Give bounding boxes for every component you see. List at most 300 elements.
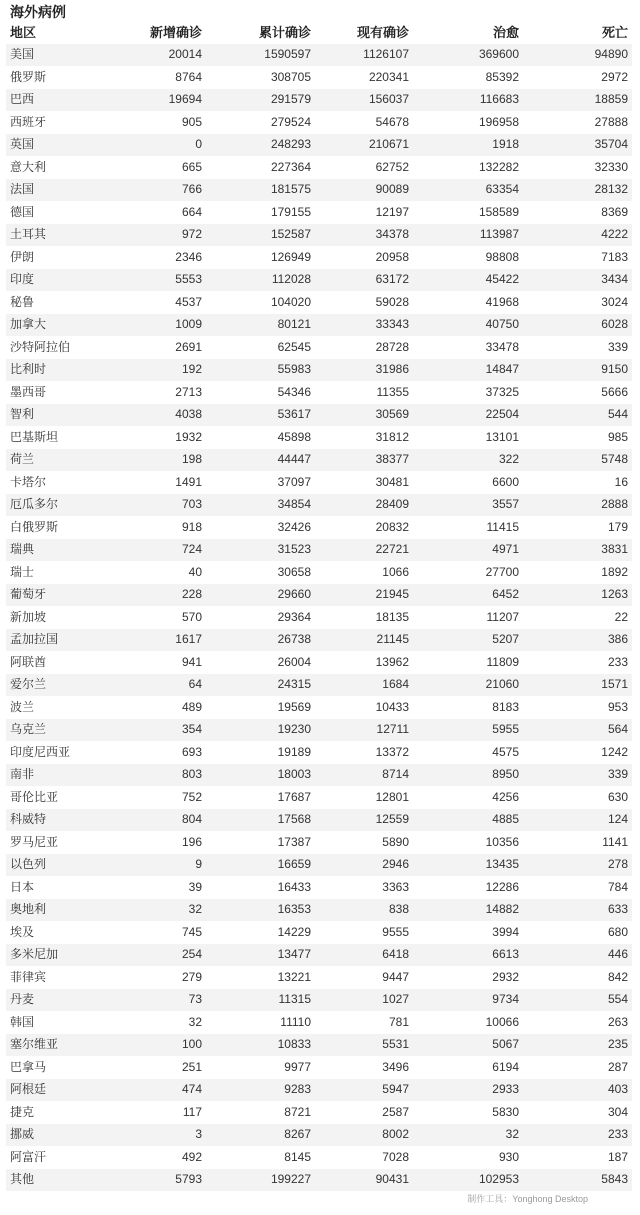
new-cases-cell: 198 — [106, 449, 206, 472]
total-cases-cell: 181575 — [206, 179, 315, 202]
deaths-cell: 16 — [523, 471, 632, 494]
column-header-deaths: 死亡 — [601, 25, 628, 40]
deaths-cell: 28132 — [523, 179, 632, 202]
table-row — [6, 156, 632, 179]
total-cases-cell: 30658 — [206, 561, 315, 584]
active-cases-cell: 2946 — [315, 854, 413, 877]
recovered-cell: 63354 — [413, 179, 523, 202]
recovered-cell: 6452 — [413, 584, 523, 607]
table-row — [6, 1124, 632, 1147]
recovered-cell: 22504 — [413, 404, 523, 427]
recovered-cell: 930 — [413, 1146, 523, 1169]
region-cell: 西班牙 — [6, 111, 106, 134]
recovered-cell: 322 — [413, 449, 523, 472]
recovered-cell: 8183 — [413, 696, 523, 719]
active-cases-cell: 1684 — [315, 674, 413, 697]
new-cases-cell: 972 — [106, 224, 206, 247]
active-cases-cell: 31986 — [315, 359, 413, 382]
new-cases-cell: 73 — [106, 989, 206, 1012]
active-cases-cell: 12559 — [315, 809, 413, 832]
recovered-cell: 41968 — [413, 291, 523, 314]
recovered-cell: 85392 — [413, 66, 523, 89]
region-cell: 巴西 — [6, 89, 106, 112]
region-cell: 伊朗 — [6, 246, 106, 269]
table-row — [6, 516, 632, 539]
table-row — [6, 111, 632, 134]
table-row — [6, 809, 632, 832]
recovered-cell: 37325 — [413, 381, 523, 404]
table-row — [6, 1034, 632, 1057]
new-cases-cell: 703 — [106, 494, 206, 517]
deaths-cell: 5748 — [523, 449, 632, 472]
region-cell: 印度 — [6, 269, 106, 292]
new-cases-cell: 0 — [106, 134, 206, 157]
region-cell: 丹麦 — [6, 989, 106, 1012]
deaths-cell: 3024 — [523, 291, 632, 314]
column-header-total-cases: 累计确诊 — [258, 25, 311, 40]
total-cases-cell: 11315 — [206, 989, 315, 1012]
deaths-cell: 985 — [523, 426, 632, 449]
total-cases-cell: 26004 — [206, 651, 315, 674]
region-cell: 美国 — [6, 44, 106, 66]
recovered-cell: 3557 — [413, 494, 523, 517]
new-cases-cell: 251 — [106, 1056, 206, 1079]
new-cases-cell: 4537 — [106, 291, 206, 314]
region-cell: 挪威 — [6, 1124, 106, 1147]
total-cases-cell: 9283 — [206, 1079, 315, 1102]
new-cases-cell: 19694 — [106, 89, 206, 112]
table-row — [6, 831, 632, 854]
deaths-cell: 7183 — [523, 246, 632, 269]
deaths-cell: 22 — [523, 606, 632, 629]
total-cases-cell: 18003 — [206, 764, 315, 787]
deaths-cell: 633 — [523, 899, 632, 922]
column-header-region: 地区 — [10, 25, 37, 40]
active-cases-cell: 34378 — [315, 224, 413, 247]
active-cases-cell: 54678 — [315, 111, 413, 134]
region-cell: 塞尔维亚 — [6, 1034, 106, 1057]
deaths-cell: 235 — [523, 1034, 632, 1057]
region-cell: 意大利 — [6, 156, 106, 179]
new-cases-cell: 492 — [106, 1146, 206, 1169]
recovered-cell: 196958 — [413, 111, 523, 134]
deaths-cell: 304 — [523, 1101, 632, 1124]
deaths-cell: 6028 — [523, 314, 632, 337]
column-header-new-cases: 新增确诊 — [149, 25, 202, 40]
table-row — [6, 269, 632, 292]
active-cases-cell: 13372 — [315, 741, 413, 764]
deaths-cell: 1571 — [523, 674, 632, 697]
active-cases-cell: 63172 — [315, 269, 413, 292]
new-cases-cell: 4038 — [106, 404, 206, 427]
table-row — [6, 1079, 632, 1102]
region-cell: 沙特阿拉伯 — [6, 336, 106, 359]
recovered-cell: 3994 — [413, 921, 523, 944]
table-row — [6, 494, 632, 517]
recovered-cell: 40750 — [413, 314, 523, 337]
deaths-cell: 446 — [523, 944, 632, 967]
active-cases-cell: 1066 — [315, 561, 413, 584]
active-cases-cell: 30569 — [315, 404, 413, 427]
active-cases-cell: 90431 — [315, 1169, 413, 1192]
column-header-active-cases: 现有确诊 — [356, 25, 409, 40]
recovered-cell: 10066 — [413, 1011, 523, 1034]
active-cases-cell: 28409 — [315, 494, 413, 517]
total-cases-cell: 45898 — [206, 426, 315, 449]
region-cell: 奥地利 — [6, 899, 106, 922]
table-row — [6, 381, 632, 404]
total-cases-cell: 126949 — [206, 246, 315, 269]
active-cases-cell: 8002 — [315, 1124, 413, 1147]
new-cases-cell: 664 — [106, 201, 206, 224]
deaths-cell: 187 — [523, 1146, 632, 1169]
deaths-cell: 1263 — [523, 584, 632, 607]
deaths-cell: 5843 — [523, 1169, 632, 1192]
table-row — [6, 246, 632, 269]
table-row — [6, 426, 632, 449]
active-cases-cell: 21945 — [315, 584, 413, 607]
new-cases-cell: 693 — [106, 741, 206, 764]
table-row — [6, 134, 632, 157]
new-cases-cell: 2346 — [106, 246, 206, 269]
active-cases-cell: 22721 — [315, 539, 413, 562]
table-row — [6, 921, 632, 944]
total-cases-cell: 55983 — [206, 359, 315, 382]
new-cases-cell: 803 — [106, 764, 206, 787]
region-cell: 科威特 — [6, 809, 106, 832]
deaths-cell: 124 — [523, 809, 632, 832]
table-row — [6, 651, 632, 674]
active-cases-cell: 10433 — [315, 696, 413, 719]
active-cases-cell: 11355 — [315, 381, 413, 404]
new-cases-cell: 2713 — [106, 381, 206, 404]
active-cases-cell: 28728 — [315, 336, 413, 359]
new-cases-cell: 279 — [106, 966, 206, 989]
recovered-cell: 5830 — [413, 1101, 523, 1124]
deaths-cell: 339 — [523, 336, 632, 359]
total-cases-cell: 37097 — [206, 471, 315, 494]
active-cases-cell: 5890 — [315, 831, 413, 854]
total-cases-cell: 29364 — [206, 606, 315, 629]
active-cases-cell: 2587 — [315, 1101, 413, 1124]
table-body — [6, 44, 632, 1191]
new-cases-cell: 2691 — [106, 336, 206, 359]
deaths-cell: 179 — [523, 516, 632, 539]
total-cases-cell: 24315 — [206, 674, 315, 697]
region-cell: 葡萄牙 — [6, 584, 106, 607]
new-cases-cell: 8764 — [106, 66, 206, 89]
deaths-cell: 9150 — [523, 359, 632, 382]
recovered-cell: 4256 — [413, 786, 523, 809]
recovered-cell: 11415 — [413, 516, 523, 539]
new-cases-cell: 254 — [106, 944, 206, 967]
new-cases-cell: 40 — [106, 561, 206, 584]
region-cell: 印度尼西亚 — [6, 741, 106, 764]
new-cases-cell: 474 — [106, 1079, 206, 1102]
recovered-cell: 5955 — [413, 719, 523, 742]
active-cases-cell: 90089 — [315, 179, 413, 202]
recovered-cell: 116683 — [413, 89, 523, 112]
recovered-cell: 8950 — [413, 764, 523, 787]
total-cases-cell: 104020 — [206, 291, 315, 314]
active-cases-cell: 30481 — [315, 471, 413, 494]
table-row — [6, 1011, 632, 1034]
new-cases-cell: 1491 — [106, 471, 206, 494]
recovered-cell: 13435 — [413, 854, 523, 877]
active-cases-cell: 9555 — [315, 921, 413, 944]
table-row — [6, 1146, 632, 1169]
deaths-cell: 842 — [523, 966, 632, 989]
total-cases-cell: 8721 — [206, 1101, 315, 1124]
recovered-cell: 21060 — [413, 674, 523, 697]
footer-credit: 制作工具：Yonghong Desktop — [467, 1194, 588, 1204]
recovered-cell: 13101 — [413, 426, 523, 449]
total-cases-cell: 53617 — [206, 404, 315, 427]
table-row — [6, 899, 632, 922]
active-cases-cell: 6418 — [315, 944, 413, 967]
region-cell: 加拿大 — [6, 314, 106, 337]
region-cell: 阿联酋 — [6, 651, 106, 674]
active-cases-cell: 8714 — [315, 764, 413, 787]
total-cases-cell: 26738 — [206, 629, 315, 652]
recovered-cell: 4885 — [413, 809, 523, 832]
region-cell: 墨西哥 — [6, 381, 106, 404]
new-cases-cell: 724 — [106, 539, 206, 562]
recovered-cell: 45422 — [413, 269, 523, 292]
table-row — [6, 1056, 632, 1079]
recovered-cell: 1918 — [413, 134, 523, 157]
new-cases-cell: 570 — [106, 606, 206, 629]
new-cases-cell: 39 — [106, 876, 206, 899]
region-cell: 阿根廷 — [6, 1079, 106, 1102]
region-cell: 新加坡 — [6, 606, 106, 629]
deaths-cell: 1242 — [523, 741, 632, 764]
header-row — [6, 22, 632, 44]
table-header — [6, 22, 632, 44]
active-cases-cell: 3363 — [315, 876, 413, 899]
table-row — [6, 606, 632, 629]
active-cases-cell: 13962 — [315, 651, 413, 674]
active-cases-cell: 21145 — [315, 629, 413, 652]
deaths-cell: 544 — [523, 404, 632, 427]
new-cases-cell: 32 — [106, 1011, 206, 1034]
total-cases-cell: 8267 — [206, 1124, 315, 1147]
region-cell: 瑞士 — [6, 561, 106, 584]
total-cases-cell: 291579 — [206, 89, 315, 112]
new-cases-cell: 196 — [106, 831, 206, 854]
recovered-cell: 6613 — [413, 944, 523, 967]
total-cases-cell: 227364 — [206, 156, 315, 179]
active-cases-cell: 20958 — [315, 246, 413, 269]
recovered-cell: 5207 — [413, 629, 523, 652]
new-cases-cell: 1009 — [106, 314, 206, 337]
new-cases-cell: 1932 — [106, 426, 206, 449]
deaths-cell: 278 — [523, 854, 632, 877]
active-cases-cell: 1027 — [315, 989, 413, 1012]
total-cases-cell: 11110 — [206, 1011, 315, 1034]
new-cases-cell: 804 — [106, 809, 206, 832]
table-row — [6, 944, 632, 967]
total-cases-cell: 13477 — [206, 944, 315, 967]
new-cases-cell: 1617 — [106, 629, 206, 652]
active-cases-cell: 12197 — [315, 201, 413, 224]
recovered-cell: 4575 — [413, 741, 523, 764]
active-cases-cell: 12801 — [315, 786, 413, 809]
deaths-cell: 8369 — [523, 201, 632, 224]
deaths-cell: 233 — [523, 651, 632, 674]
recovered-cell: 10356 — [413, 831, 523, 854]
total-cases-cell: 32426 — [206, 516, 315, 539]
active-cases-cell: 18135 — [315, 606, 413, 629]
deaths-cell: 1892 — [523, 561, 632, 584]
region-cell: 南非 — [6, 764, 106, 787]
new-cases-cell: 354 — [106, 719, 206, 742]
deaths-cell: 403 — [523, 1079, 632, 1102]
region-cell: 孟加拉国 — [6, 629, 106, 652]
recovered-cell: 4971 — [413, 539, 523, 562]
region-cell: 菲律宾 — [6, 966, 106, 989]
table-row — [6, 786, 632, 809]
recovered-cell: 158589 — [413, 201, 523, 224]
deaths-cell: 784 — [523, 876, 632, 899]
recovered-cell: 11207 — [413, 606, 523, 629]
region-cell: 巴基斯坦 — [6, 426, 106, 449]
table-row — [6, 696, 632, 719]
table-row — [6, 989, 632, 1012]
deaths-cell: 3831 — [523, 539, 632, 562]
deaths-cell: 263 — [523, 1011, 632, 1034]
total-cases-cell: 279524 — [206, 111, 315, 134]
deaths-cell: 1141 — [523, 831, 632, 854]
table-row — [6, 471, 632, 494]
total-cases-cell: 16353 — [206, 899, 315, 922]
table-row — [6, 359, 632, 382]
table-row — [6, 1169, 632, 1192]
deaths-cell: 27888 — [523, 111, 632, 134]
deaths-cell: 94890 — [523, 44, 632, 66]
region-cell: 韩国 — [6, 1011, 106, 1034]
recovered-cell: 369600 — [413, 44, 523, 66]
total-cases-cell: 19230 — [206, 719, 315, 742]
recovered-cell: 2932 — [413, 966, 523, 989]
table-row — [6, 314, 632, 337]
deaths-cell: 630 — [523, 786, 632, 809]
total-cases-cell: 29660 — [206, 584, 315, 607]
total-cases-cell: 9977 — [206, 1056, 315, 1079]
deaths-cell: 386 — [523, 629, 632, 652]
recovered-cell: 14847 — [413, 359, 523, 382]
region-cell: 以色列 — [6, 854, 106, 877]
table-row — [6, 66, 632, 89]
region-cell: 爱尔兰 — [6, 674, 106, 697]
active-cases-cell: 5531 — [315, 1034, 413, 1057]
total-cases-cell: 16433 — [206, 876, 315, 899]
region-cell: 白俄罗斯 — [6, 516, 106, 539]
recovered-cell: 9734 — [413, 989, 523, 1012]
total-cases-cell: 13221 — [206, 966, 315, 989]
new-cases-cell: 228 — [106, 584, 206, 607]
deaths-cell: 554 — [523, 989, 632, 1012]
region-cell: 巴拿马 — [6, 1056, 106, 1079]
region-cell: 多米尼加 — [6, 944, 106, 967]
table-row — [6, 629, 632, 652]
region-cell: 比利时 — [6, 359, 106, 382]
total-cases-cell: 1590597 — [206, 44, 315, 66]
total-cases-cell: 179155 — [206, 201, 315, 224]
table-row — [6, 876, 632, 899]
active-cases-cell: 62752 — [315, 156, 413, 179]
table-row — [6, 764, 632, 787]
table-row — [6, 561, 632, 584]
deaths-cell: 18859 — [523, 89, 632, 112]
new-cases-cell: 9 — [106, 854, 206, 877]
new-cases-cell: 489 — [106, 696, 206, 719]
table-row — [6, 1101, 632, 1124]
total-cases-cell: 17387 — [206, 831, 315, 854]
new-cases-cell: 32 — [106, 899, 206, 922]
region-cell: 哥伦比亚 — [6, 786, 106, 809]
table-row — [6, 449, 632, 472]
recovered-cell: 27700 — [413, 561, 523, 584]
new-cases-cell: 3 — [106, 1124, 206, 1147]
new-cases-cell: 766 — [106, 179, 206, 202]
region-cell: 乌克兰 — [6, 719, 106, 742]
column-header-recovered: 治愈 — [492, 25, 519, 40]
region-cell: 其他 — [6, 1169, 106, 1192]
table-row — [6, 854, 632, 877]
recovered-cell: 11809 — [413, 651, 523, 674]
total-cases-cell: 17687 — [206, 786, 315, 809]
table-row — [6, 291, 632, 314]
table-row — [6, 966, 632, 989]
region-cell: 埃及 — [6, 921, 106, 944]
total-cases-cell: 248293 — [206, 134, 315, 157]
new-cases-cell: 100 — [106, 1034, 206, 1057]
total-cases-cell: 16659 — [206, 854, 315, 877]
region-cell: 法国 — [6, 179, 106, 202]
total-cases-cell: 199227 — [206, 1169, 315, 1192]
active-cases-cell: 3496 — [315, 1056, 413, 1079]
new-cases-cell: 752 — [106, 786, 206, 809]
active-cases-cell: 9447 — [315, 966, 413, 989]
region-cell: 英国 — [6, 134, 106, 157]
table-row — [6, 674, 632, 697]
total-cases-cell: 19569 — [206, 696, 315, 719]
active-cases-cell: 781 — [315, 1011, 413, 1034]
table-row — [6, 179, 632, 202]
active-cases-cell: 59028 — [315, 291, 413, 314]
total-cases-cell: 308705 — [206, 66, 315, 89]
total-cases-cell: 112028 — [206, 269, 315, 292]
region-cell: 智利 — [6, 404, 106, 427]
total-cases-cell: 34854 — [206, 494, 315, 517]
new-cases-cell: 192 — [106, 359, 206, 382]
new-cases-cell: 665 — [106, 156, 206, 179]
active-cases-cell: 210671 — [315, 134, 413, 157]
active-cases-cell: 33343 — [315, 314, 413, 337]
new-cases-cell: 745 — [106, 921, 206, 944]
deaths-cell: 233 — [523, 1124, 632, 1147]
active-cases-cell: 156037 — [315, 89, 413, 112]
region-cell: 土耳其 — [6, 224, 106, 247]
recovered-cell: 33478 — [413, 336, 523, 359]
total-cases-cell: 10833 — [206, 1034, 315, 1057]
total-cases-cell: 8145 — [206, 1146, 315, 1169]
region-cell: 瑞典 — [6, 539, 106, 562]
deaths-cell: 5666 — [523, 381, 632, 404]
total-cases-cell: 44447 — [206, 449, 315, 472]
region-cell: 德国 — [6, 201, 106, 224]
